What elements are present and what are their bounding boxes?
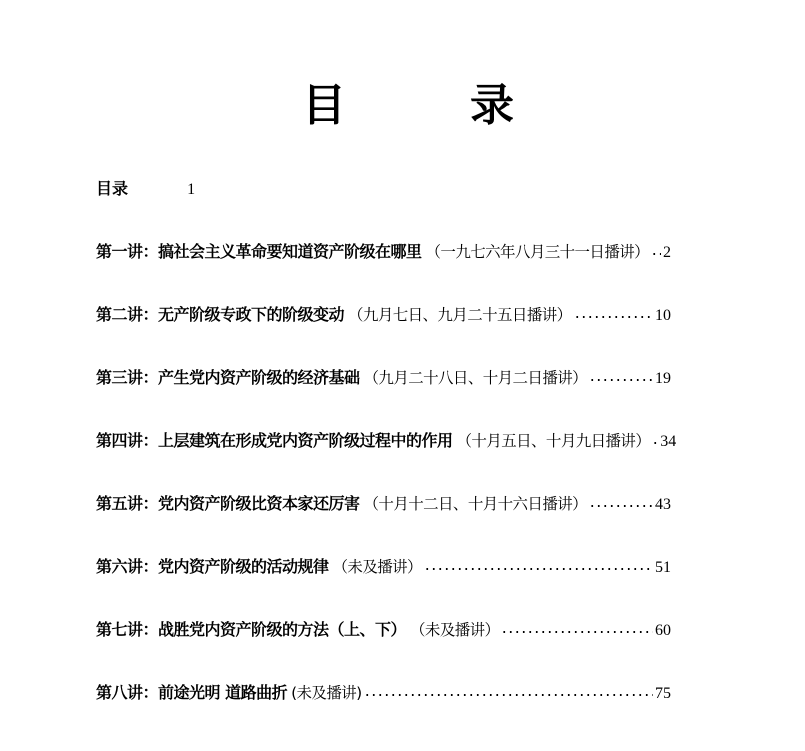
toc-broadcast-note: （九月二十八日、十月二日播讲） (363, 369, 588, 387)
toc-dot-leader (364, 678, 653, 698)
toc-dot-leader (424, 552, 653, 572)
toc-chapter-title: 第六讲：党内资产阶级的活动规律 (96, 557, 329, 576)
toc-page-number: 2 (663, 244, 671, 261)
toc-broadcast-note: （十月五日、十月九日播讲） (456, 432, 651, 450)
toc-dot-leader (652, 426, 658, 446)
toc-entry-lecture-3[interactable] (96, 363, 671, 393)
toc-broadcast-note: （未及播讲） (332, 558, 422, 576)
toc-entry-lecture-2[interactable] (96, 300, 671, 330)
toc-entry-lecture-6[interactable] (96, 552, 671, 582)
toc-page-number: 19 (655, 370, 671, 387)
toc-page-number: 34 (660, 433, 677, 450)
toc-chapter-title: 第三讲：产生党内资产阶级的经济基础 (96, 368, 360, 387)
toc-chapter-title: 第七讲：战胜党内资产阶级的方法（上、下） (96, 620, 407, 639)
toc-broadcast-note: (未及播讲) (291, 684, 362, 702)
toc-dot-leader (589, 363, 653, 383)
toc-page-number: 43 (655, 496, 671, 513)
toc-page-number: 60 (655, 622, 671, 639)
toc-chapter-title: 第四讲：上层建筑在形成党内资产阶级过程中的作用 (96, 431, 453, 450)
page-title-char-2: 录 (470, 80, 514, 131)
toc-page-number: 75 (655, 685, 671, 702)
toc-broadcast-note: （未及播讲） (410, 621, 500, 639)
toc-entry-page-number: 1 (187, 181, 196, 198)
toc-page-number: 51 (655, 559, 671, 576)
toc-entry-lecture-4[interactable] (96, 426, 677, 456)
toc-broadcast-note: （九月七日、九月二十五日播讲） (348, 306, 572, 324)
toc-chapter-title: 第五讲：党内资产阶级比资本家还厉害 (96, 494, 360, 513)
page-title-char-1: 目 (302, 80, 346, 131)
toc-page-number: 10 (655, 307, 671, 324)
toc-entry-lecture-1[interactable] (96, 237, 671, 267)
toc-entry-lecture-8[interactable] (96, 678, 671, 708)
page-title (0, 80, 805, 140)
toc-dot-leader (501, 615, 653, 635)
toc-dot-leader (574, 300, 653, 320)
toc-dot-leader (589, 489, 653, 509)
toc-broadcast-note: （十月十二日、十月十六日播讲） (363, 495, 588, 513)
table-of-contents (96, 237, 677, 741)
toc-dot-leader (651, 237, 661, 257)
toc-entry-title: 目录 (96, 179, 129, 198)
toc-chapter-title: 第一讲：搞社会主义革命要知道资产阶级在哪里 (96, 242, 422, 261)
toc-entry-contents[interactable] (96, 176, 195, 202)
toc-entry-lecture-5[interactable] (96, 489, 671, 519)
toc-broadcast-note: （一九七六年八月三十一日播讲） (425, 243, 650, 261)
toc-chapter-title: 第八讲：前途光明 道路曲折 (96, 683, 288, 702)
toc-chapter-title: 第二讲：无产阶级专政下的阶级变动 (96, 305, 345, 324)
toc-entry-lecture-7[interactable] (96, 615, 671, 645)
